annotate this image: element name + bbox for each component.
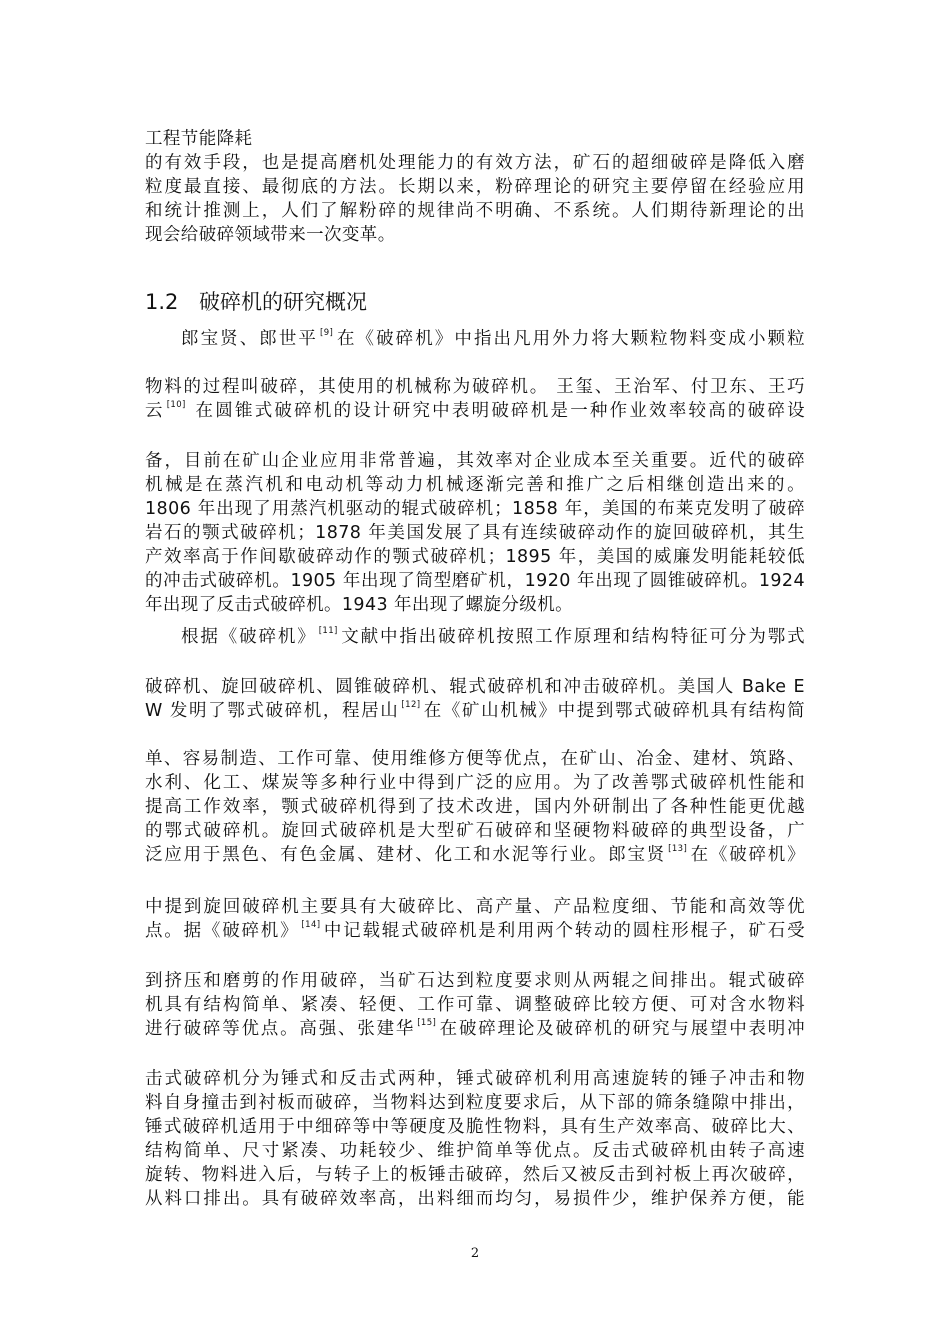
page-number: 2 xyxy=(470,1246,480,1261)
citation-ref: [9] xyxy=(320,328,334,338)
paragraph-line: 和统计推测上，人们了解粉碎的规律尚不明确、不系统。人们期待新理论的出 xyxy=(145,201,805,221)
paragraph-line: 产效率高于作间歇破碎动作的颚式破碎机；1895 年，美国的威廉发明能耗较低 xyxy=(145,547,805,567)
paragraph-line: 结构简单、尺寸紧凑、功耗较少、维护简单等优点。反击式破碎机由转子高速 xyxy=(145,1141,805,1161)
paragraph-line: 物料的过程叫破碎，其使用的机械称为破碎机。 王玺、王治军、付卫东、王巧 xyxy=(145,377,805,397)
citation-ref: [11] xyxy=(318,626,338,636)
section-title: 破碎机的研究概况 xyxy=(199,290,367,314)
section-number: 1.2 xyxy=(145,290,179,314)
paragraph-line: 粒度最直接、最彻底的方法。长期以来，粉碎理论的研究主要停留在经验应用 xyxy=(145,177,805,197)
paragraph-line: 云 [10] 在圆锥式破碎机的设计研究中表明破碎机是一种作业效率较高的破碎设 xyxy=(145,400,805,421)
paragraph-line: 泛应用于黑色、有色金属、建材、化工和水泥等行业。郎宝贤 [13] 在《破碎机》 xyxy=(145,844,805,865)
paragraph-line: 点。据《破碎机》 [14] 中记载辊式破碎机是利用两个转动的圆柱形棍子，矿石受 xyxy=(145,920,806,941)
paragraph-line: 1806 年出现了用蒸汽机驱动的辊式破碎机；1858 年，美国的布莱克发明了破碎 xyxy=(145,499,805,519)
paragraph-line: 锤式破碎机适用于中细碎等中等硬度及脆性物料，具有生产效率高、破碎比大、 xyxy=(145,1117,805,1137)
paragraph-line: 破碎机、旋回破碎机、圆锥破碎机、辊式破碎机和冲击破碎机。美国人 Bake E xyxy=(145,677,805,697)
citation-ref: [12] xyxy=(401,700,421,710)
paragraph-line: 到挤压和磨剪的作用破碎，当矿石达到粒度要求则从两辊之间排出。辊式破碎 xyxy=(145,971,805,991)
citation-ref: [15] xyxy=(417,1018,437,1028)
paragraph-line: 的冲击式破碎机。1905 年出现了筒型磨矿机，1920 年出现了圆锥破碎机。1924 xyxy=(145,571,805,591)
paragraph-line: 现会给破碎领域带来一次变革。 xyxy=(145,225,396,245)
paragraph-line: W 发明了鄂式破碎机，程居山 [12] 在《矿山机械》中提到鄂式破碎机具有结构简 xyxy=(145,700,806,721)
citation-ref: [14] xyxy=(301,920,321,930)
paragraph-line: 旋转、物料进入后，与转子上的板锤击破碎，然后又被反击到衬板上再次破碎， xyxy=(145,1165,805,1185)
paragraph-line: 根据《破碎机》 [11] 文献中指出破碎机按照工作原理和结构特征可分为鄂式 xyxy=(181,626,805,647)
paragraph-line: 从料口排出。具有破碎效率高，出料细而均匀，易损件少，维护保养方便，能 xyxy=(145,1189,805,1209)
paragraph-line: 机具有结构简单、紧凑、轻便、工作可靠、调整破碎比较方便、可对含水物料 xyxy=(145,995,805,1015)
paragraph-line: 郎宝贤、郎世平 [9] 在《破碎机》中指出凡用外力将大颗粒物料变成小颗粒 xyxy=(181,328,805,349)
paragraph-line: 岩石的颚式破碎机；1878 年美国发展了具有连续破碎动作的旋回破碎机，其生 xyxy=(145,523,805,543)
paragraph-line: 的鄂式破碎机。旋回式破碎机是大型矿石破碎和坚硬物料破碎的典型设备，广 xyxy=(145,821,805,841)
paragraph-line: 击式破碎机分为锤式和反击式两种，锤式破碎机利用高速旋转的锤子冲击和物 xyxy=(145,1069,805,1089)
paragraph-line: 提高工作效率，颚式破碎机得到了技术改进，国内外研制出了各种性能更优越 xyxy=(145,797,805,817)
citation-ref: [13] xyxy=(668,844,688,854)
paragraph-line: 进行破碎等优点。高强、张建华 [15] 在破碎理论及破碎机的研究与展望中表明冲 xyxy=(145,1018,805,1039)
header-fragment: 工程节能降耗 xyxy=(145,129,253,149)
paragraph-line: 备，目前在矿山企业应用非常普遍，其效率对企业成本至关重要。近代的破碎 xyxy=(145,451,805,471)
paragraph-line: 水利、化工、煤炭等多种行业中得到广泛的应用。为了改善鄂式破碎机性能和 xyxy=(145,773,805,793)
citation-ref: [10] xyxy=(166,400,186,410)
paragraph-line: 单、容易制造、工作可靠、使用维修方便等优点，在矿山、冶金、建材、筑路、 xyxy=(145,749,805,769)
paragraph-line: 中提到旋回破碎机主要具有大破碎比、高产量、产品粒度细、节能和高效等优 xyxy=(145,897,805,917)
paragraph-line: 料自身撞击到衬板而破碎，当物料达到粒度要求后，从下部的筛条缝隙中排出， xyxy=(145,1093,805,1113)
section-heading xyxy=(145,288,367,316)
paragraph-line: 机械是在蒸汽机和电动机等动力机械逐渐完善和推广之后相继创造出来的。 xyxy=(145,475,805,495)
paragraph-line: 的有效手段，也是提高磨机处理能力的有效方法，矿石的超细破碎是降低入磨 xyxy=(145,153,805,173)
paragraph-line: 年出现了反击式破碎机。1943 年出现了螺旋分级机。 xyxy=(145,595,573,615)
